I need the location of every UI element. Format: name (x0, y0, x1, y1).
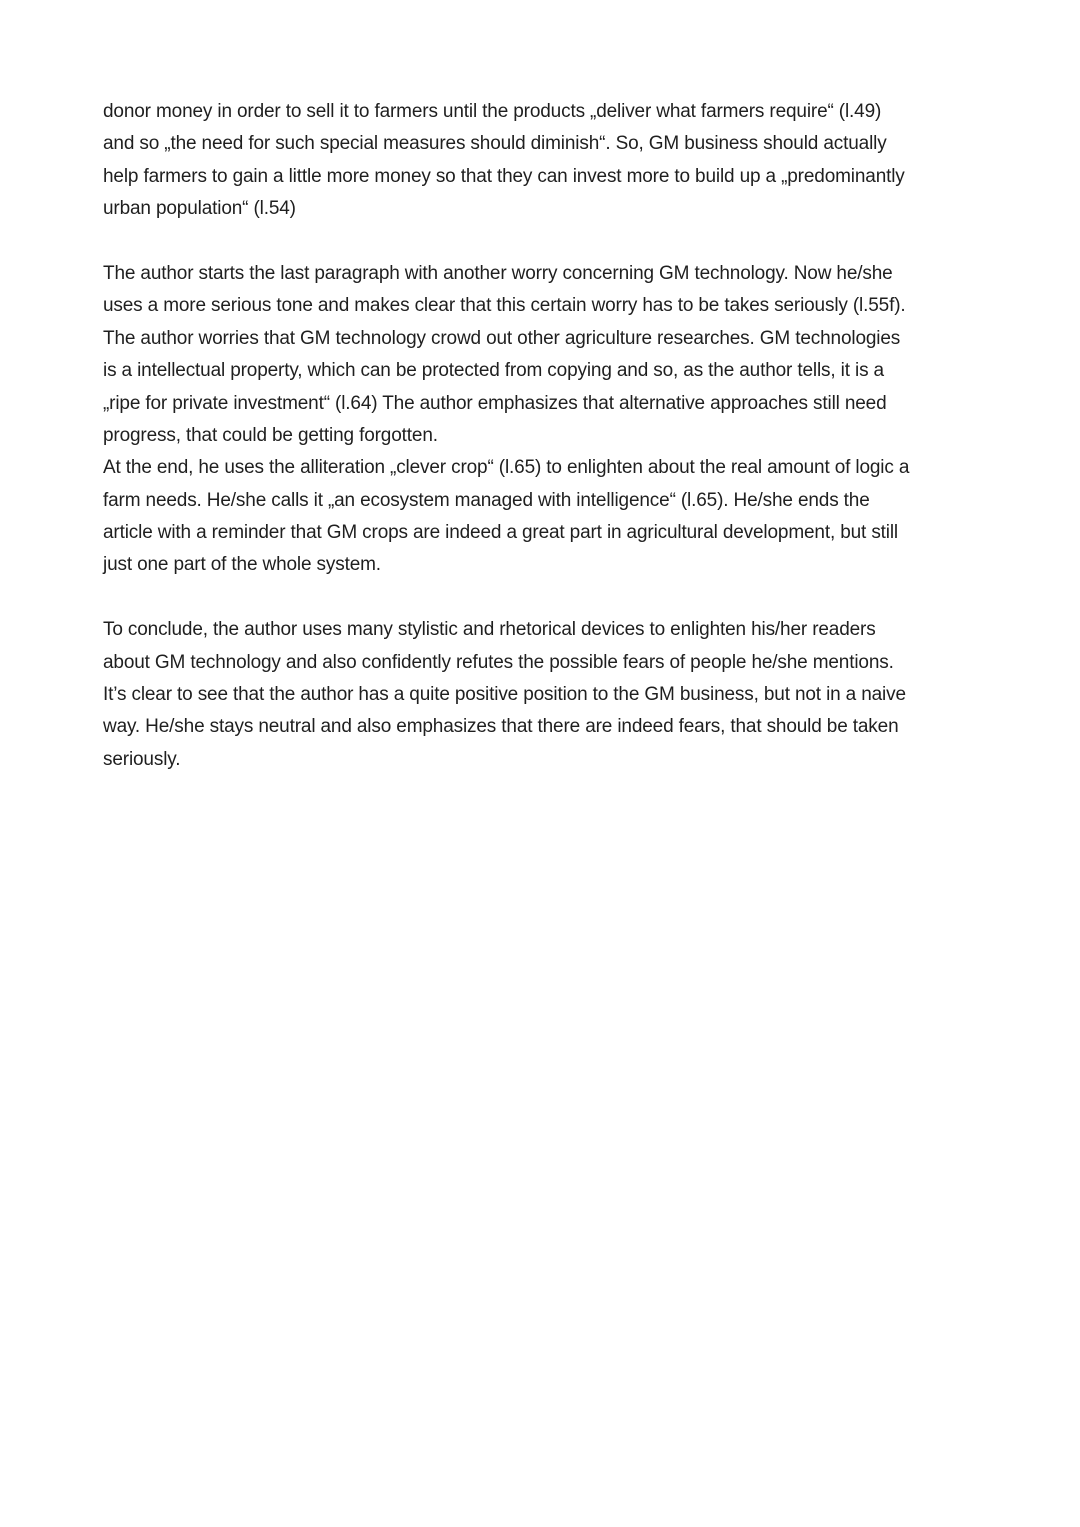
text-line: article with a reminder that GM crops are indeed a great part in agricultural development, but still (103, 522, 899, 544)
text-line: farm needs. He/she calls it „an ecosystem managed with intelligence“ (l.65). He/she ends the (103, 489, 870, 511)
text-line: is a intellectual property, which can be protected from copying and so, as the author tells, it is a (103, 360, 884, 382)
text-line: The author worries that GM technology crowd out other agriculture researches. GM technologies (103, 327, 901, 349)
text-line: uses a more serious tone and makes clear that this certain worry has to be takes seriously (l.55f). (103, 295, 906, 317)
paragraph-spacer (103, 226, 983, 258)
paragraph-conclusion (103, 614, 983, 776)
paragraph-spacer (103, 582, 983, 614)
text-line: just one part of the whole system. (103, 554, 381, 576)
document-page (103, 96, 983, 776)
text-line: about GM technology and also confidently refutes the possible fears of people he/she mentions. (103, 651, 894, 673)
text-line: The author starts the last paragraph with another worry concerning GM technology. Now he/she (103, 262, 893, 284)
text-line: urban population“ (l.54) (103, 198, 296, 220)
text-line: At the end, he uses the alliteration „clever crop“ (l.65) to enlighten about the real amount of logic a (103, 457, 910, 479)
text-line: donor money in order to sell it to farmers until the products „deliver what farmers require“ (l.49) (103, 101, 882, 122)
text-line: „ripe for private investment“ (l.64) The author emphasizes that alternative approaches still need (103, 392, 887, 414)
text-line: seriously. (103, 748, 181, 770)
text-line: help farmers to gain a little more money so that they can invest more to build up a „predominantly (103, 165, 905, 187)
text-line: way. He/she stays neutral and also emphasizes that there are indeed fears, that should be taken (103, 716, 899, 738)
paragraph-last-worry (103, 258, 983, 582)
paragraph-gm-business (103, 96, 983, 226)
text-line: To conclude, the author uses many stylistic and rhetorical devices to enlighten his/her readers (103, 619, 876, 641)
text-line: progress, that could be getting forgotten. (103, 424, 438, 446)
text-line: and so „the need for such special measures should diminish“. So, GM business should actually (103, 133, 887, 155)
text-line: It’s clear to see that the author has a quite positive position to the GM business, but not in a naive (103, 684, 906, 706)
